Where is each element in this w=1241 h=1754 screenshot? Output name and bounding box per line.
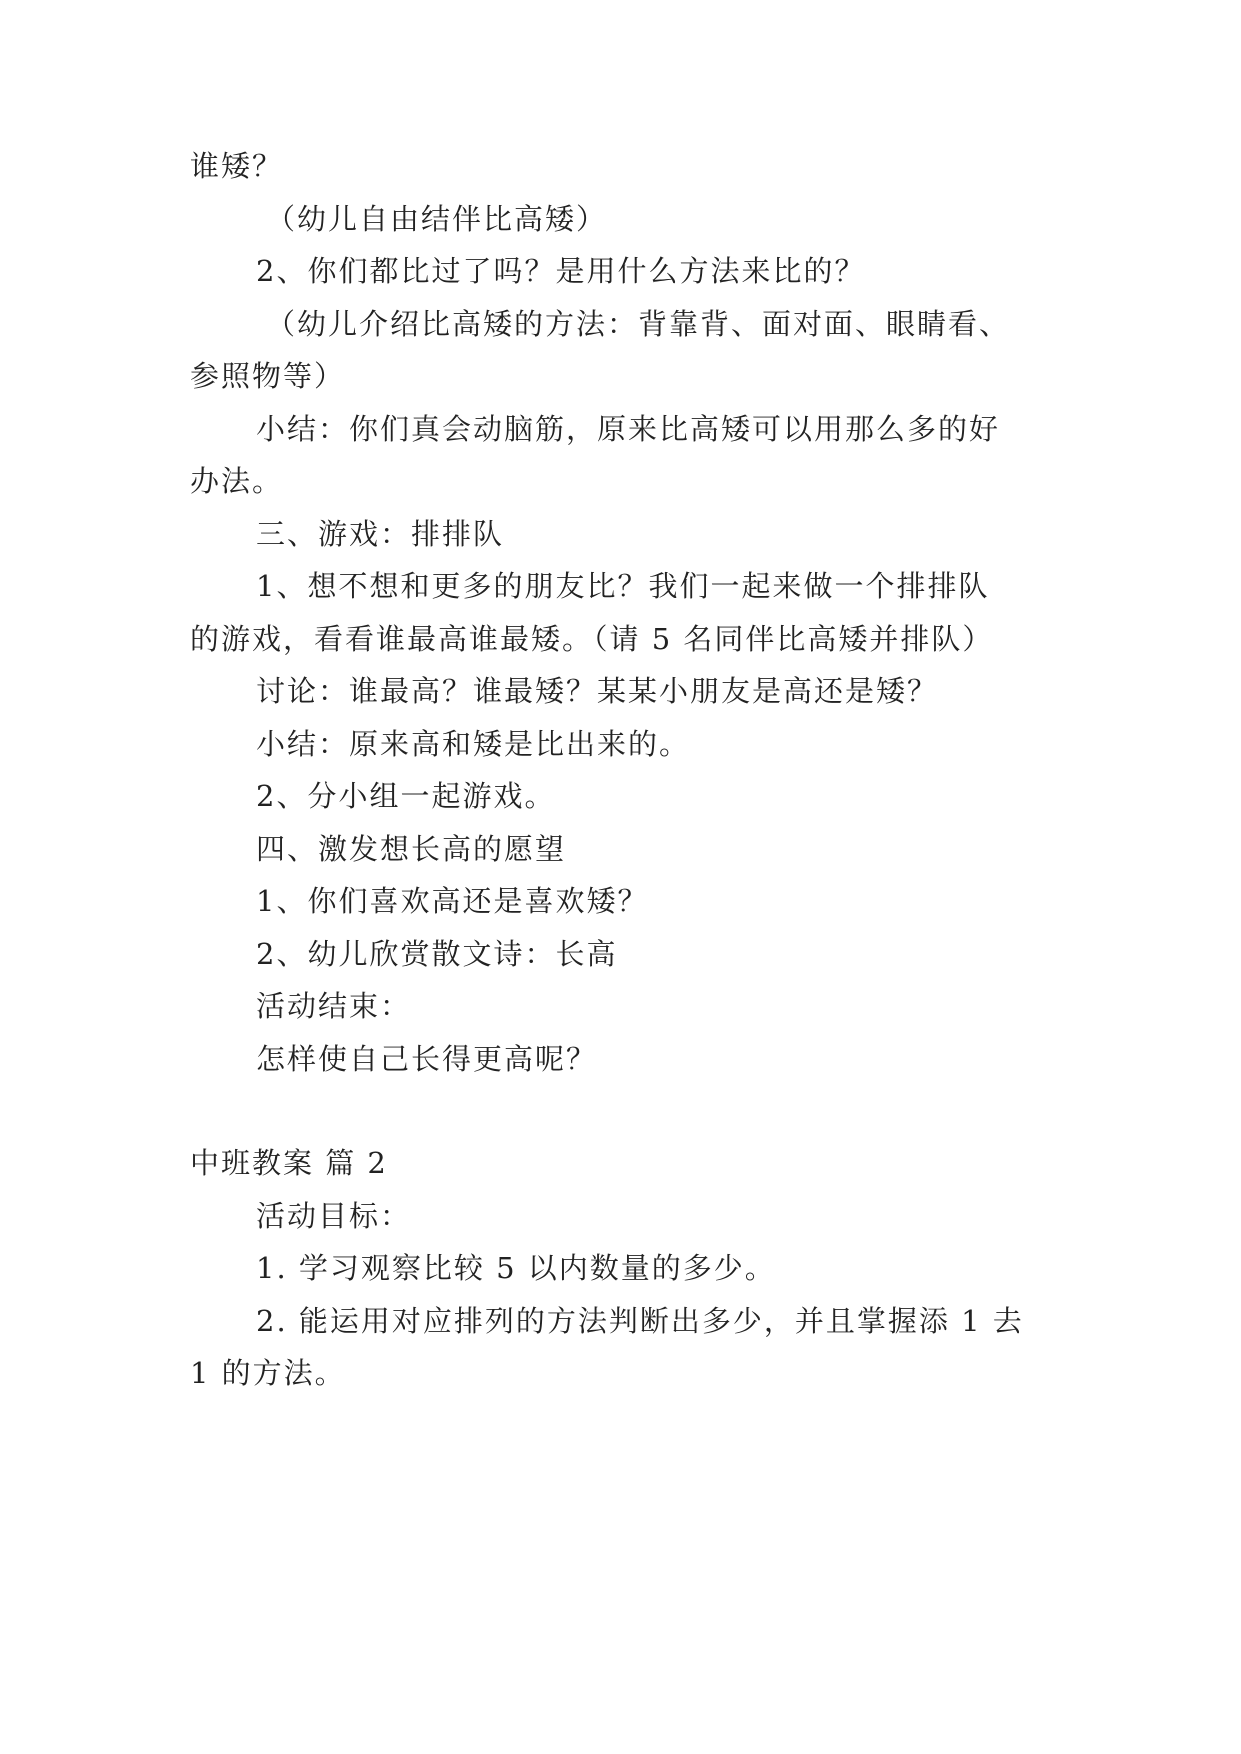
text-line: 2、你们都比过了吗？是用什么方法来比的？: [256, 254, 866, 288]
text-line: 活动结束：: [256, 989, 412, 1023]
text-line: 的游戏，看看谁最高谁最矮。（请 5 名同伴比高矮并排队）: [190, 622, 994, 656]
text-line: 1、想不想和更多的朋友比？我们一起来做一个排排队: [256, 569, 990, 603]
text-line: 谁矮？: [190, 149, 284, 183]
text-line: 2. 能运用对应排列的方法判断出多少，并且掌握添 1 去: [256, 1304, 1024, 1338]
section-heading: 四、激发想长高的愿望: [256, 832, 567, 866]
text-line: 2、分小组一起游戏。: [256, 779, 556, 813]
text-line: 小结：你们真会动脑筋，原来比高矮可以用那么多的好: [256, 412, 1001, 446]
text-line: 参照物等）: [190, 359, 346, 393]
text-line: 1. 学习观察比较 5 以内数量的多少。: [256, 1251, 776, 1285]
article-title: 中班教案 篇 2: [190, 1146, 388, 1180]
text-line: 1、你们喜欢高还是喜欢矮？: [256, 884, 649, 918]
text-line: 讨论：谁最高？谁最矮？某某小朋友是高还是矮？: [256, 674, 939, 708]
text-line: 2、幼儿欣赏散文诗：长高: [256, 937, 618, 971]
text-line: （幼儿介绍比高矮的方法：背靠背、面对面、眼睛看、: [266, 307, 1011, 341]
text-line: 办法。: [190, 464, 284, 498]
text-line: （幼儿自由结伴比高矮）: [266, 202, 608, 236]
text-line: 怎样使自己长得更高呢？: [256, 1042, 598, 1076]
section-heading: 三、游戏：排排队: [256, 517, 505, 551]
text-line: 小结：原来高和矮是比出来的。: [256, 727, 691, 761]
section-heading: 活动目标：: [256, 1199, 412, 1233]
text-line: 1 的方法。: [190, 1356, 346, 1390]
